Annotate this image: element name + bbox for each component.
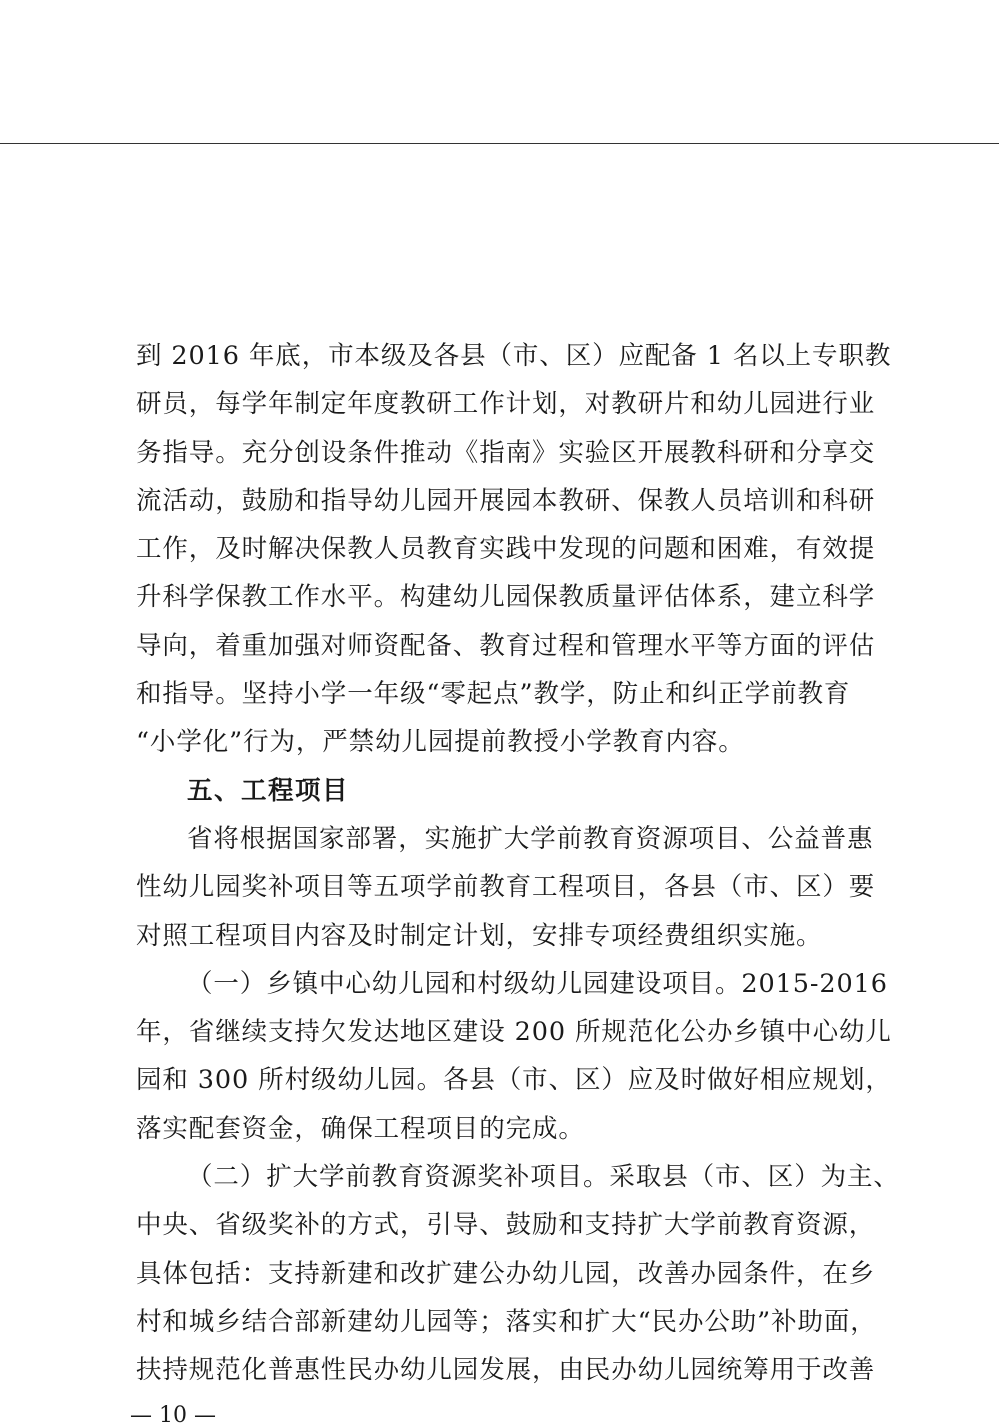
body-line: 省将根据国家部署，实施扩大学前教育资源项目、公益普惠	[187, 823, 874, 854]
body-line: 对照工程项目内容及时制定计划，安排专项经费组织实施。	[136, 920, 823, 951]
body-line: 务指导。充分创设条件推动《指南》实验区开展教科研和分享交	[136, 437, 876, 468]
body-line: 中央、省级奖补的方式，引导、鼓励和支持扩大学前教育资源，	[136, 1210, 876, 1241]
body-line: 工作，及时解决保教人员教育实践中发现的问题和困难，有效提	[136, 534, 876, 565]
body-line: 园和 300 所村级幼儿园。各县（市、区）应及时做好相应规划，	[136, 1065, 892, 1096]
body-line: 流活动，鼓励和指导幼儿园开展园本教研、保教人员培训和科研	[136, 485, 876, 516]
document-body	[136, 332, 900, 1395]
body-line: 扶持规范化普惠性民办幼儿园发展，由民办幼儿园统筹用于改善	[136, 1355, 876, 1386]
subsection-line: （一）乡镇中心幼儿园和村级幼儿园建设项目。2015-2016	[187, 968, 888, 999]
body-line: 研员，每学年制定年度教研工作计划，对教研片和幼儿园进行业	[136, 389, 876, 420]
body-line: 导向，着重加强对师资配备、教育过程和管理水平等方面的评估	[136, 630, 876, 661]
section-heading: 五、工程项目	[187, 775, 350, 806]
page-number: — 10 —	[130, 1403, 216, 1428]
body-line: 性幼儿园奖补项目等五项学前教育工程项目，各县（市、区）要	[136, 872, 876, 903]
body-line: 和指导。坚持小学一年级“零起点”教学，防止和纠正学前教育	[136, 679, 851, 710]
header-rule	[0, 143, 999, 144]
body-line: 村和城乡结合部新建幼儿园等；落实和扩大“民办公助”补助面，	[136, 1306, 877, 1337]
body-line: 具体包括：支持新建和改扩建公办幼儿园，改善办园条件，在乡	[136, 1258, 876, 1289]
body-line: 升科学保教工作水平。构建幼儿园保教质量评估体系，建立科学	[136, 582, 876, 613]
body-line: 年，省继续支持欠发达地区建设 200 所规范化公办乡镇中心幼儿	[136, 1017, 892, 1048]
body-line: 到 2016 年底，市本级及各县（市、区）应配备 1 名以上专职教	[136, 341, 892, 371]
body-line: “小学化”行为，严禁幼儿园提前教授小学教育内容。	[136, 727, 745, 758]
subsection-line: （二）扩大学前教育资源奖补项目。采取县（市、区）为主、	[187, 1162, 900, 1193]
body-line: 落实配套资金，确保工程项目的完成。	[136, 1113, 585, 1144]
